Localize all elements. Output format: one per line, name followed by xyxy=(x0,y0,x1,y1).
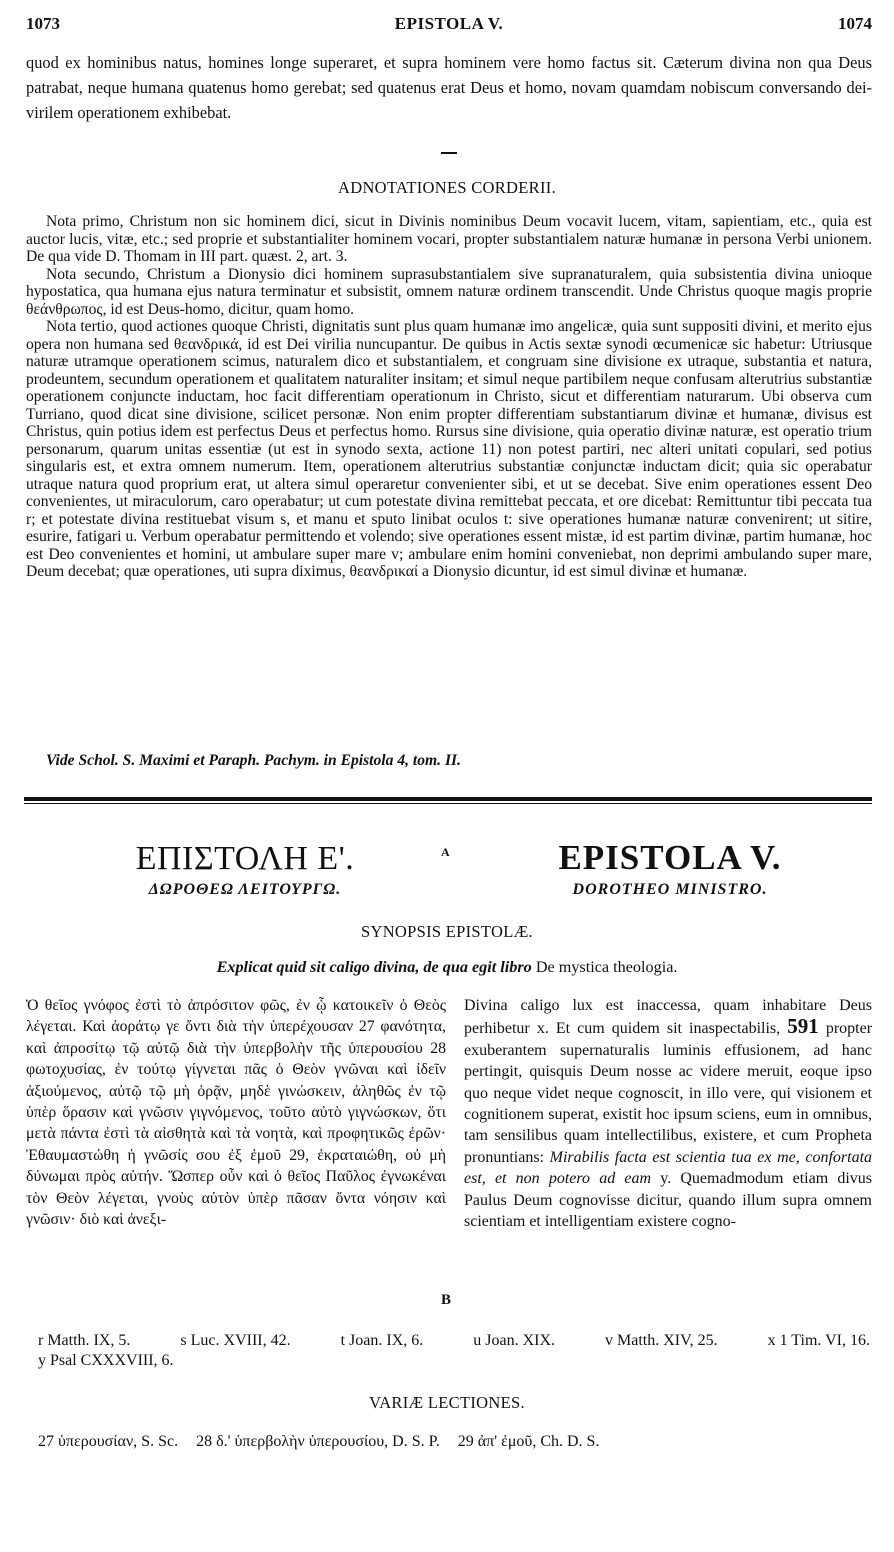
column-number: 591 xyxy=(787,1014,819,1039)
latin-text-part: y. Quemadmodum etiam divus Paulus Deum cognovisse dicitur, quando illum supra omnem scientiam et intelligentiam existere cogno- xyxy=(464,1170,873,1231)
synopsis-roman: De mystica theologia. xyxy=(535,958,678,976)
footnotes xyxy=(38,1331,870,1371)
section-rule xyxy=(24,797,872,801)
footnote-item: r Matth. IX, 5. xyxy=(38,1332,131,1349)
variant-reading: 27 ὑπερουσίαν, S. Sc. xyxy=(38,1433,179,1450)
margin-letter-a: A xyxy=(441,845,450,859)
latin-text-part: propter exuberantem supernaturalis luminis effusionem, ad hanc pertingit, quisquis Deum nosse ac videre meruit, eoque ipso quo neque videt neque cognoscit, in illo vere, qui visionem et cognitionem superat, existit hoc ipsum sciens, eum in omnibus, tam sensilibus quam intellectilibus, existere, et cum Propheta pronuntians: xyxy=(464,1020,873,1166)
variae-lectiones-heading: VARIÆ LECTIONES. xyxy=(369,1393,525,1412)
latin-epistle-subtitle: DOROTHEO MINISTRO. xyxy=(572,881,768,898)
greek-epistle-title: ΕΠΙΣΤΟΛΗ Ε'. xyxy=(135,840,355,877)
page-number-right: 1074 xyxy=(838,14,872,33)
latin-column xyxy=(464,995,872,1232)
footnote-item: x 1 Tim. VI, 16. xyxy=(767,1332,870,1349)
running-head xyxy=(26,14,872,38)
separator-dash xyxy=(441,152,457,154)
synopsis-text xyxy=(0,958,894,977)
variae-lectiones xyxy=(38,1433,878,1451)
adnotationes-heading: ADNOTATIONES CORDERII. xyxy=(338,178,556,197)
variant-reading: 29 ἀπ' ἐμοῦ, Ch. D. S. xyxy=(457,1433,600,1450)
margin-letter-b: B xyxy=(441,1292,452,1308)
footnote-item: s Luc. XVIII, 42. xyxy=(180,1332,291,1349)
greek-column: Ὁ θεῖος γνόφος ἐστὶ τὸ ἀπρόσιτον φῶς, ἐν ᾧ κατοικεῖν ὁ Θεὸς λέγεται. Καὶ ἀοράτῳ γε ὄντι διὰ τὴν ὑπερέχουσαν 27 φανότητα, καὶ ἀπροσίτῳ τῷ αὐτῷ διὰ τὴν ὑπερβολὴν τῆς ὑπερουσίου 28 φωτοχυσίας, ἐν τούτῳ γίγνεται πᾶς ὁ Θεὸν γνῶναι καὶ ἰδεῖν ἀξιούμενος, αὐτῷ τῷ μὴ ὁρᾷν, μηδὲ γινώσκειν, ἀληθῶς ἐν τῷ ὑπὲρ ὅρασιν καὶ γνῶσιν γιγνόμενος, τοῦτο αὐτὸ γιγνώσκων, ὅτι μετὰ πάντα ἐστὶ τὰ αἰσθητὰ καὶ τὰ νοητὰ, καὶ προφητικῶς ἐρῶν· Ἐθαυμαστώθη ἡ γνῶσίς σου ἐξ ἐμοῦ 29, ἐκραταιώθη, οὐ μὴ δύνωμαι πρὸς αὐτήν. Ὥσπερ οὖν καὶ ὁ θεῖος Παῦλος ἐγνωκέναι τὸν Θεὸν λέγεται, γνοὺς αὐτὸν ὑπὲρ πᾶσαν ὄντα νόησιν καὶ γνῶσιν· διὸ καὶ ἀνεξι- xyxy=(26,997,446,1229)
greek-epistle-subtitle: ΔΩΡΟΘΕΩ ΛΕΙΤΟΥΡΓΩ. xyxy=(148,881,342,898)
synopsis-italic: Explicat quid sit caligo divina, de qua egit libro xyxy=(216,958,532,976)
footnote-item: u Joan. XIX. xyxy=(473,1332,556,1349)
note-paragraph: Nota primo, Christum non sic hominem dici, sicut in Divinis nominibus Deum vocavit lucem, vitam, sapientiam, etc., quia est auctor lucis, vitæ, etc.; sed proprie et substantialiter hominem vocari, propter substantialem naturæ humanæ in persona Verbi unionem. De qua vide D. Thomam in III part. quæst. 2, art. 3. xyxy=(26,213,872,265)
latin-text-part: Divina caligo lux est inaccessa, quam inhabitare Deus perhibetur x. Et cum quidem sit inaspectabilis, xyxy=(464,997,872,1038)
note-paragraph: Nota secundo, Christum a Dionysio dici hominem suprasubstantialem sive supranaturalem, quia subsistentia divina unioque hypostatica, qua humana ejus natura terminatur et subsistit, omnem naturæ ordinem transcendit. Unde Christus quoque magis proprie θεάνθρωπος, id est Deus-homo, dicitur, quam homo. xyxy=(26,265,872,318)
adnotationes-notes xyxy=(26,213,872,581)
latin-epistle-title: EPISTOLA V. xyxy=(558,838,782,877)
footnote-item: v Matth. XIV, 25. xyxy=(605,1332,718,1349)
variant-reading: 28 δ.' ὑπερβολὴν ὑπερουσίου, D. S. P. xyxy=(196,1433,440,1450)
synopsis-heading: SYNOPSIS EPISTOLÆ. xyxy=(361,922,533,941)
footnote-line xyxy=(38,1331,870,1351)
section-rule-thin xyxy=(24,803,872,804)
vide-reference: Vide Schol. S. Maximi et Paraph. Pachym. in Epistola 4, tom. II. xyxy=(46,752,462,769)
page-number-left: 1073 xyxy=(26,14,60,33)
running-title: EPISTOLA V. xyxy=(394,14,504,33)
footnote-item: y Psal CXXXVIII, 6. xyxy=(38,1352,174,1369)
latin-text-italic: Mirabilis facta est scientia tua ex me, confortata est, et non potero ad eam xyxy=(464,1148,873,1188)
intro-paragraph: quod ex hominibus natus, homines longe superaret, et supra hominem vere homo factus sit. Cæterum divina non qua Deus patrabat, neque humana quatenus homo gerebat; sed quatenus erat Deus et homo, novam quamdam nobiscum conversando dei-virilem operationem exhibebat. xyxy=(26,53,872,122)
footnote-item: t Joan. IX, 6. xyxy=(340,1332,424,1349)
note-paragraph: Nota tertio, quod actiones quoque Christi, dignitatis sunt plus quam humanæ imo angelicæ, quia sunt suppositi divini, et merito ejus opera non humana sed θεανδρικά, id est Dei virilia nuncupantur. De quibus in Actis sextæ synodi œcumenicæ sic habetur: Utriusque naturæ utramque operationem scimus, naturalem dico et substantialem, et congruam sine divisione ex utraque, substantia et natura, prodeuntem, secundum operationem et qualitatem naturaliter insitam; et simul neque partibilem neque confusam alterutrius substantiæ operationem conjuncte inductam, hoc facit differentiam operationum in Christo, sicut et differentiam naturarum. Ubi observa cum Turriano, quod dicat sine divisione, scilicet personæ. Non enim propter differentiam substantiarum divinæ et humanæ, divisus est Christus, quin potius idem est perfectus Deus et perfectus homo. Rursus sine divisione, quia operatio divinæ naturæ, est operatio trium personarum, quarum unitas essentiæ (ut est in synodo sexta, actione 11) non potest partiri, nec alteri unitati copulari, sed potius singularis est, et extra omnem numerum. Item, operationem alterutrius substantiæ conjunctæ inductam dicit; quia sic operabatur utraque natura quod proprium erat, ut altera simul operaretur convenienter sibi, et ut se decebat. Sive enim operationes essent Deo convenientes, ut miraculorum, caro operabatur; ut cum potestate divina remittebat peccata, et ore dicebat: Remittuntur tibi peccata tua r; et potestate divina restituebat visum s, et manu et sputo linibat oculos t: sive operationes humanæ naturæ convenirent; ut sitire, esurire, fatigari u. Verbum operabatur permittendo et volendo; sive operationes essent mistæ, id est partim divinæ, partim humanæ, hoc est Deo convenientes et homini, ut ambulare super mare v; ambulare enim homini conveniebat, non deprimi ambulando super mare, Deum decebat; quæ operationes, uti supra diximus, θεανδρικαί a Dionysio dicuntur, id est simul divinæ et humanæ. xyxy=(26,318,872,580)
